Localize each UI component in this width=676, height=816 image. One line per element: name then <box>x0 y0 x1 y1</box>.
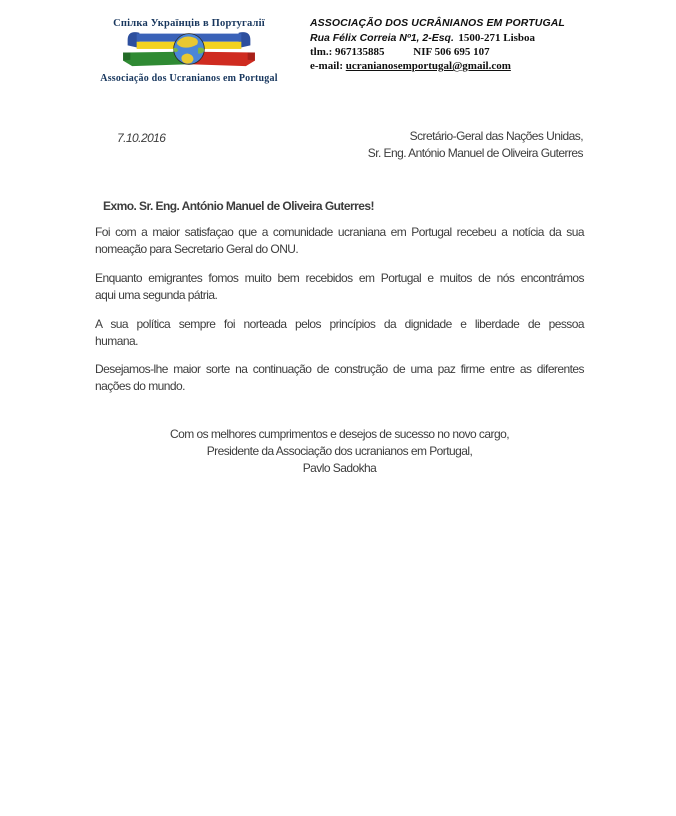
paragraph-line: nomeação para Secretario Geral do ONU. <box>95 242 299 256</box>
closing-role: Presidente da Associação dos ucranianos em Portugal, <box>206 443 473 458</box>
paragraph-line: Desejamos-lhe maior sorte na continuação de construção de uma paz firme entre as diferentes <box>95 362 584 376</box>
addressee-block <box>200 128 583 161</box>
email-address: ucranianosemportugal@gmail.com <box>345 60 511 72</box>
paragraph-3 <box>95 316 584 350</box>
address-street: Rua Félix Correia Nº1, 2-Esq. <box>310 32 454 44</box>
organization-header <box>310 16 600 73</box>
organization-name: ASSOCIAÇÃO DOS UCRÂNIANOS EM PORTUGAL <box>310 17 565 29</box>
paragraph-line: aqui uma segunda pátria. <box>95 288 218 302</box>
address-city: 1500-271 Lisboa <box>458 32 536 44</box>
nif-label: NIF <box>413 46 432 58</box>
association-logo <box>98 18 280 84</box>
paragraph-line: nações do mundo. <box>95 379 185 393</box>
closing-regards: Com os melhores cumprimentos e desejos de sucesso no novo cargo, <box>170 427 509 441</box>
salutation: Exmo. Sr. Eng. António Manuel de Oliveira Guterres! <box>103 199 374 213</box>
paragraph-4 <box>95 361 584 395</box>
addressee-title: Scretário-Geral das Nações Unidas, <box>409 129 583 143</box>
email-label: e-mail: <box>310 60 343 72</box>
paragraph-line: humana. <box>95 334 138 348</box>
flags-globe-logo-icon <box>98 30 280 72</box>
organization-phone-nif <box>310 45 600 59</box>
logo-subtitle-portuguese: Associação dos Ucranianos em Portugal <box>100 73 278 84</box>
phone-label: tlm.: <box>310 46 333 58</box>
paragraph-1 <box>95 224 584 258</box>
organization-email <box>310 59 600 73</box>
paragraph-line: Foi com a maior satisfaçao que a comunidade ucraniana em Portugal recebeu a notícia da sua <box>95 225 584 239</box>
addressee-name: Sr. Eng. António Manuel de Oliveira Guterres <box>367 145 583 160</box>
signature-name: Pavlo Sadokha <box>302 460 377 475</box>
paragraph-2 <box>95 270 584 304</box>
letter-date: 7.10.2016 <box>117 131 166 145</box>
paragraph-line: Enquanto emigrantes fomos muito bem recebidos em Portugal e muitos de nós encontrámos <box>95 271 584 285</box>
logo-title-ukrainian: Спілка Українців в Португалії <box>113 18 265 29</box>
nif-number: 506 695 107 <box>434 46 490 58</box>
phone-number: 967135885 <box>335 46 385 58</box>
paragraph-line: A sua política sempre foi norteada pelos princípios da dignidade e liberdade de pessoa <box>95 317 584 331</box>
organization-address <box>310 30 600 45</box>
closing-block <box>95 426 584 476</box>
